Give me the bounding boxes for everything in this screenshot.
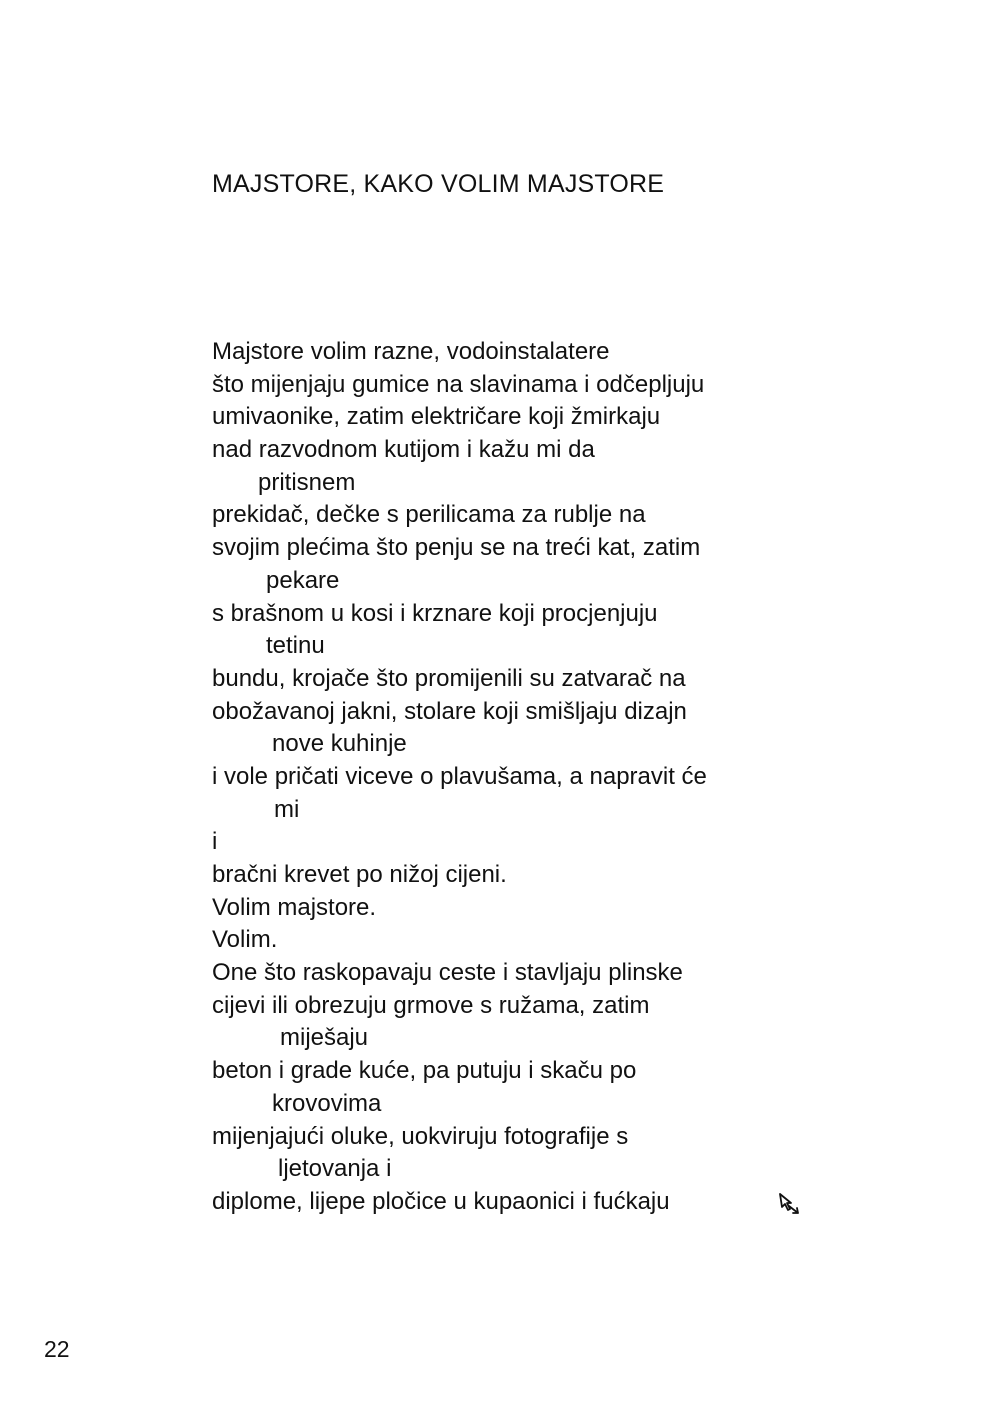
poem-line: svojim plećima što penju se na treći kat, zatim: [212, 534, 701, 562]
poem-line: bračni krevet po nižoj cijeni.: [212, 861, 507, 888]
poem-line: umivaonike, zatim električare koji žmirkaju: [212, 403, 661, 431]
poem-body: [212, 336, 832, 1219]
poem-line: bundu, krojače što promijenili su zatvarač na: [212, 664, 686, 692]
poem-line: Volim majstore.: [212, 893, 377, 921]
poem-line-continuation: krovovima: [272, 1089, 382, 1117]
continues-arrow-icon: [776, 1191, 802, 1217]
poem-line: obožavanoj jakni, stolare koji smišljaju dizajn: [212, 697, 687, 725]
page-number: 22: [44, 1336, 70, 1362]
poem-line-continuation: ljetovanja i: [278, 1155, 392, 1183]
poem-line: Majstore volim razne, vodoinstalatere: [212, 338, 610, 365]
poem-line: Volim.: [212, 926, 278, 954]
poem-line-continuation: nove kuhinje: [272, 730, 407, 758]
poem-line: One što raskopavaju ceste i stavljaju plinske: [212, 959, 683, 987]
poem-line-continuation: pritisnem: [258, 468, 356, 496]
poem-line-continuation: miješaju: [280, 1024, 369, 1052]
poem-line: i: [212, 828, 218, 856]
poem-line: što mijenjaju gumice na slavinama i odčepljuju: [212, 370, 705, 398]
poem-line: nad razvodnom kutijom i kažu mi da: [212, 436, 595, 464]
poem-line-continuation: pekare: [266, 566, 340, 594]
poem-line: cijevi ili obrezuju grmove s ružama, zatim: [212, 991, 650, 1019]
poem-line: mijenjajući oluke, uokviruju fotografije s: [212, 1122, 629, 1150]
poem-title: MAJSTORE, KAKO VOLIM MAJSTORE: [212, 170, 665, 198]
poem-line: s brašnom u kosi i krznare koji procjenjuju: [212, 599, 658, 627]
poem-line: beton i grade kuće, pa putuju i skaču po: [212, 1057, 637, 1085]
poem-line: i vole pričati viceve o plavušama, a napravit će: [212, 762, 707, 790]
poem-line: prekidač, dečke s perilicama za rublje na: [212, 501, 646, 529]
poem-line: diplome, lijepe pločice u kupaonici i fućkaju: [212, 1187, 670, 1215]
poem-line-continuation: mi: [274, 795, 300, 823]
poem-line-continuation: tetinu: [266, 632, 325, 660]
